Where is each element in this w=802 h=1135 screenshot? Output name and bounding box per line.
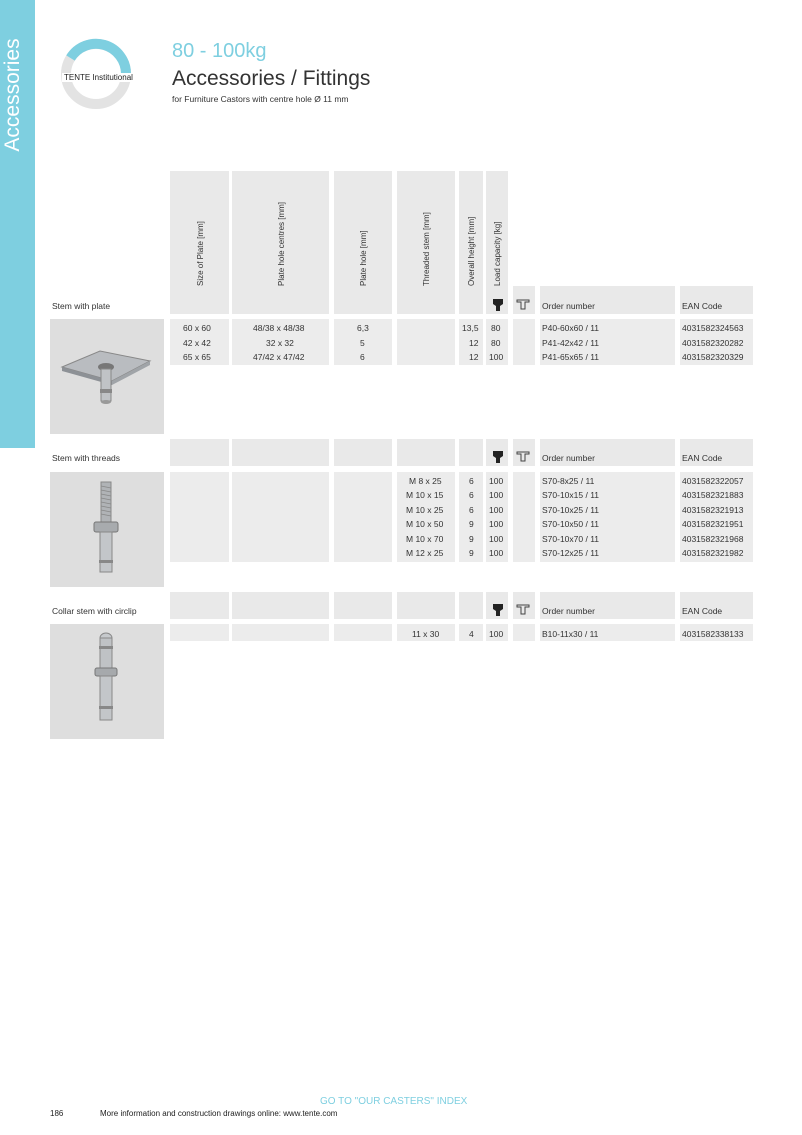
cell-load: 100 <box>489 548 504 558</box>
cell-bg <box>232 624 329 641</box>
column-label-load: Load capacity [kg] <box>493 221 502 286</box>
cell-size: 60 x 60 <box>183 323 211 333</box>
cell-bg <box>170 624 229 641</box>
column-header-hole <box>334 171 392 314</box>
product-image-stem-plate <box>50 319 164 434</box>
order-number-label: Order number <box>542 301 595 311</box>
header-cell <box>232 592 329 619</box>
cell-hole: 6,3 <box>357 323 369 333</box>
header-cell <box>397 439 455 466</box>
cell-size: 42 x 42 <box>183 338 211 348</box>
cell-centres: 48/38 x 48/38 <box>253 323 305 333</box>
order-number-label: Order number <box>542 606 595 616</box>
cell-load: 100 <box>489 490 504 500</box>
cell-bg <box>334 472 392 562</box>
fitting-icon <box>516 449 530 463</box>
column-label-height: Overall height [mm] <box>467 216 476 286</box>
header-cell <box>459 439 483 466</box>
cell-order: S70-12x25 / 11 <box>542 548 600 558</box>
cell-height: 9 <box>469 548 474 558</box>
cell-thread: M 10 x 15 <box>406 490 444 500</box>
page-subtitle: for Furniture Castors with centre hole Ø 11 mm <box>172 94 349 104</box>
column-header-size <box>170 171 229 314</box>
cell-bg <box>397 319 455 365</box>
cell-thread: M 10 x 50 <box>406 519 444 529</box>
cell-ean: 4031582321913 <box>682 505 744 515</box>
ean-code-label: EAN Code <box>682 301 723 311</box>
section-title-collar-stem: Collar stem with circlip <box>52 606 137 616</box>
cell-order: P41-65x65 / 11 <box>542 352 600 362</box>
cell-centres: 47/42 x 47/42 <box>253 352 305 362</box>
section-title-stem-threads: Stem with threads <box>52 453 121 463</box>
cell-load: 100 <box>489 534 504 544</box>
header-cell <box>170 439 229 466</box>
fitting-icon <box>516 297 530 311</box>
cell-height: 13,5 <box>462 323 479 333</box>
cell-load: 100 <box>489 629 504 639</box>
cell-height: 9 <box>469 534 474 544</box>
cell-ean: 4031582338133 <box>682 629 744 639</box>
ean-code-label: EAN Code <box>682 453 723 463</box>
cell-hole: 6 <box>360 352 365 362</box>
page-title: Accessories / Fittings <box>172 67 371 90</box>
cell-ean: 4031582321951 <box>682 519 744 529</box>
cell-thread: M 8 x 25 <box>409 476 442 486</box>
cell-ean: 4031582324563 <box>682 323 744 333</box>
load-icon <box>491 450 505 464</box>
order-number-label: Order number <box>542 453 595 463</box>
cell-ean: 4031582321982 <box>682 548 744 558</box>
header-cell <box>334 439 392 466</box>
header-cell <box>397 592 455 619</box>
cell-height: 12 <box>469 352 479 362</box>
header-cell <box>459 592 483 619</box>
cell-height: 4 <box>469 629 474 639</box>
cell-ean: 4031582321968 <box>682 534 744 544</box>
cell-height: 6 <box>469 490 474 500</box>
load-icon <box>491 298 505 312</box>
cell-order: S70-10x25 / 11 <box>542 505 600 515</box>
cell-load: 100 <box>489 505 504 515</box>
cell-bg <box>170 472 229 562</box>
cell-load: 100 <box>489 519 504 529</box>
cell-order: P41-42x42 / 11 <box>542 338 600 348</box>
logo-text: TENTE Institutional <box>64 73 133 82</box>
column-header-thread <box>397 171 455 314</box>
cell-bg <box>334 624 392 641</box>
cell-order: S70-10x70 / 11 <box>542 534 600 544</box>
product-image-collar-stem <box>50 624 164 739</box>
cell-order: S70-8x25 / 11 <box>542 476 595 486</box>
column-label-thread: Threaded stem [mm] <box>422 212 431 286</box>
cell-load: 100 <box>489 352 504 362</box>
cell-bg <box>232 472 329 562</box>
cell-order: S70-10x15 / 11 <box>542 490 600 500</box>
cell-thread: M 10 x 70 <box>406 534 444 544</box>
cell-order: S70-10x50 / 11 <box>542 519 600 529</box>
cell-load: 80 <box>491 338 501 348</box>
cell-bg <box>513 319 535 365</box>
page-number: 186 <box>50 1109 64 1118</box>
header-cell <box>170 592 229 619</box>
column-label-size: Size of Plate [mm] <box>196 221 205 286</box>
casters-index-link[interactable]: GO TO "OUR CASTERS" INDEX <box>320 1096 468 1107</box>
cell-ean: 4031582322057 <box>682 476 744 486</box>
cell-centres: 32 x 32 <box>266 338 294 348</box>
cell-size: 65 x 65 <box>183 352 211 362</box>
cell-thread: 11 x 30 <box>412 629 440 639</box>
sidebar-label: Accessories <box>1 38 24 152</box>
cell-ean: 4031582321883 <box>682 490 744 500</box>
footer-info: More information and construction drawings online: www.tente.com <box>100 1109 338 1118</box>
header-cell <box>334 592 392 619</box>
cell-height: 12 <box>469 338 479 348</box>
header-cell <box>232 439 329 466</box>
load-icon <box>491 603 505 617</box>
column-header-load <box>486 171 508 314</box>
section-title-stem-plate: Stem with plate <box>52 301 111 311</box>
cell-thread: M 10 x 25 <box>406 505 444 515</box>
cell-ean: 4031582320329 <box>682 352 744 362</box>
cell-bg <box>513 624 535 641</box>
cell-height: 6 <box>469 505 474 515</box>
column-label-hole: Plate hole [mm] <box>359 230 368 286</box>
cell-order: B10-11x30 / 11 <box>542 629 599 639</box>
column-header-height <box>459 171 483 314</box>
column-header-centres <box>232 171 329 314</box>
column-label-centres: Plate hole centres [mm] <box>277 201 286 286</box>
ean-code-label: EAN Code <box>682 606 723 616</box>
cell-thread: M 12 x 25 <box>406 548 444 558</box>
cell-load: 80 <box>491 323 501 333</box>
cell-ean: 4031582320282 <box>682 338 744 348</box>
product-image-stem-threads <box>50 472 164 587</box>
cell-order: P40-60x60 / 11 <box>542 323 600 333</box>
cell-hole: 5 <box>360 338 365 348</box>
cell-height: 6 <box>469 476 474 486</box>
cell-load: 100 <box>489 476 504 486</box>
cell-height: 9 <box>469 519 474 529</box>
weight-range: 80 - 100kg <box>172 40 267 62</box>
fitting-icon <box>516 602 530 616</box>
cell-bg <box>513 472 535 562</box>
